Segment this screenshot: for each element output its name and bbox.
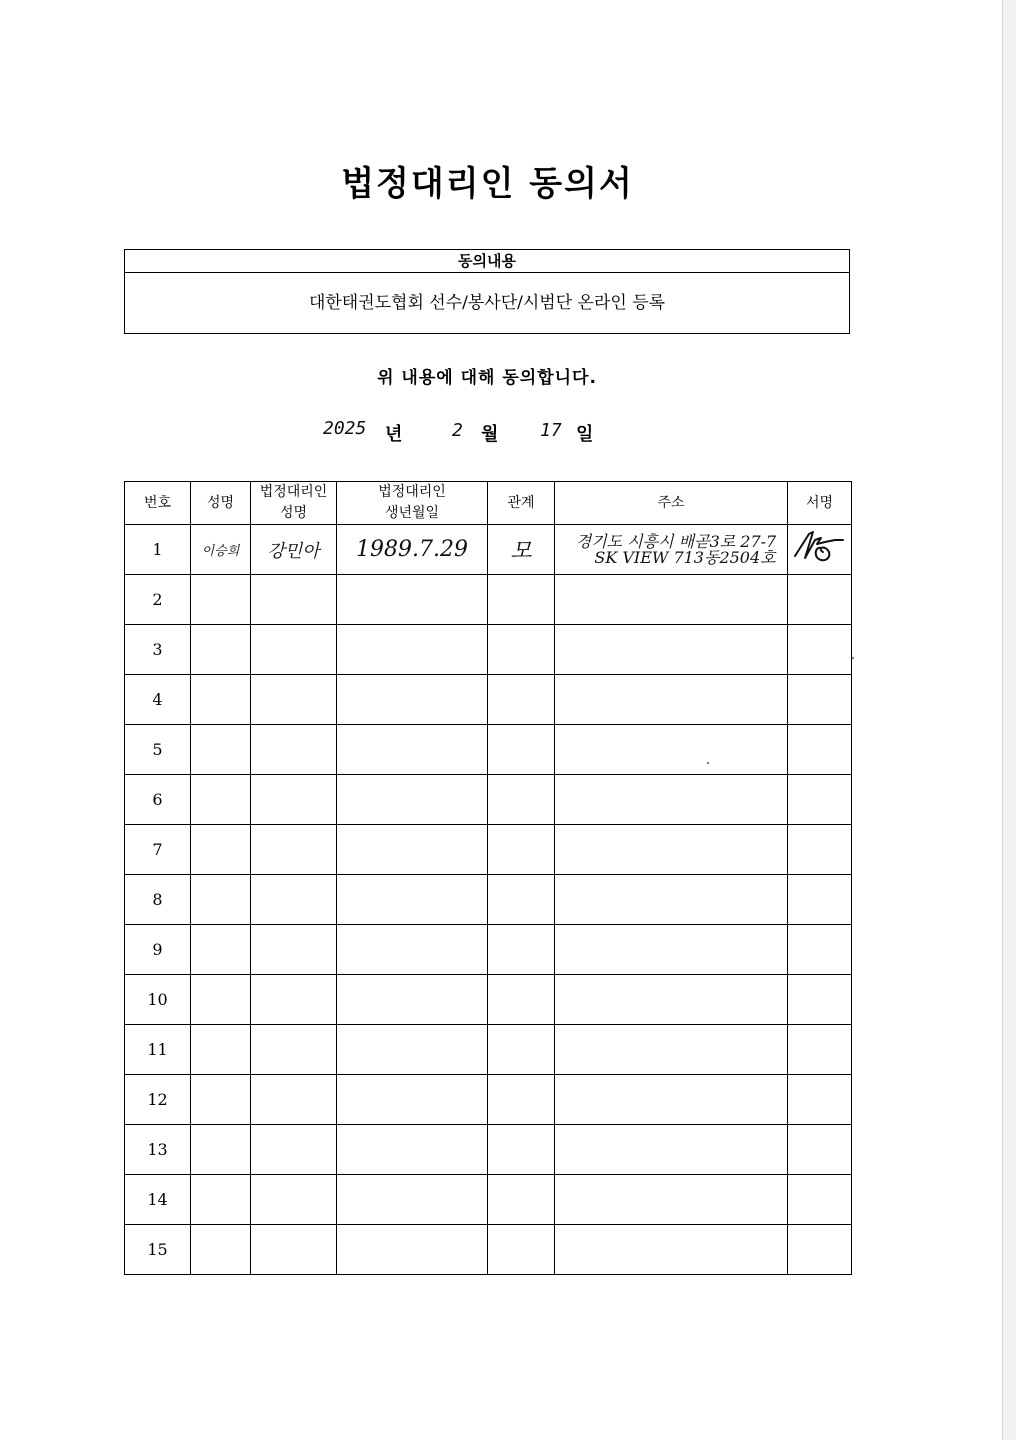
table-row xyxy=(125,1175,852,1225)
date-year-unit: 년 xyxy=(385,424,403,445)
table-row xyxy=(125,1025,852,1075)
table-row xyxy=(125,525,852,575)
consent-box xyxy=(124,249,850,334)
date-year-value: 2025 xyxy=(323,418,367,439)
header-signature: 서명 xyxy=(788,482,852,525)
table-header-row xyxy=(125,482,852,525)
row-number: 5 xyxy=(125,725,191,775)
signature-cell xyxy=(788,525,852,575)
page-edge xyxy=(1002,0,1016,1440)
date-day-value: 17 xyxy=(540,420,562,441)
table-row xyxy=(125,975,852,1025)
header-no: 번호 xyxy=(125,482,191,525)
table-row xyxy=(125,675,852,725)
row-number: 10 xyxy=(125,975,191,1025)
address-line1: 경기도 시흥시 배곧3로 27-7 xyxy=(575,531,777,551)
address xyxy=(555,525,788,575)
table-row xyxy=(125,725,852,775)
header-guardian-name-line2: 성명 xyxy=(279,505,308,521)
table-row xyxy=(125,775,852,825)
document-title: 법정대리인 동의서 xyxy=(341,164,634,204)
table-row xyxy=(125,575,852,625)
date-month-value: 2 xyxy=(452,420,463,441)
row-number: 15 xyxy=(125,1225,191,1275)
row-number: 9 xyxy=(125,925,191,975)
row-number: 3 xyxy=(125,625,191,675)
row-number: 12 xyxy=(125,1075,191,1125)
row-number: 13 xyxy=(125,1125,191,1175)
table-row xyxy=(125,625,852,675)
row-number: 1 xyxy=(125,525,191,575)
guardian-name: 강민아 xyxy=(251,525,337,575)
row-number: 2 xyxy=(125,575,191,625)
participant-name: 이승희 xyxy=(191,525,251,575)
date-day-unit: 일 xyxy=(576,424,594,445)
header-guardian-name-line1: 법정대리인 xyxy=(259,484,328,500)
row-number: 4 xyxy=(125,675,191,725)
header-guardian-birth xyxy=(337,482,488,525)
header-name: 성명 xyxy=(191,482,251,525)
row-number: 7 xyxy=(125,825,191,875)
speck xyxy=(852,657,854,659)
date-month-unit: 월 xyxy=(481,424,499,445)
table-row xyxy=(125,1125,852,1175)
header-guardian-birth-line1: 법정대리인 xyxy=(378,484,446,500)
table-row xyxy=(125,925,852,975)
header-guardian-birth-line2: 생년월일 xyxy=(384,505,440,521)
row-number: 8 xyxy=(125,875,191,925)
date-line xyxy=(0,412,1016,452)
address-line2: SK VIEW 713동2504호 xyxy=(594,547,776,567)
table-row xyxy=(125,875,852,925)
speck xyxy=(707,762,709,764)
relation: 모 xyxy=(488,525,555,575)
table-row xyxy=(125,1225,852,1275)
header-address: 주소 xyxy=(555,482,788,525)
table-row xyxy=(125,1075,852,1125)
handwritten-signature-icon xyxy=(791,526,849,570)
guardian-table xyxy=(124,481,852,1275)
agreement-statement: 위 내용에 대해 동의합니다. xyxy=(377,368,597,388)
row-number: 14 xyxy=(125,1175,191,1225)
header-guardian-name xyxy=(251,482,337,525)
row-number: 6 xyxy=(125,775,191,825)
header-relation: 관계 xyxy=(488,482,555,525)
consent-body: 대한태권도협회 선수/봉사단/시범단 온라인 등록 xyxy=(308,293,666,313)
row-number: 11 xyxy=(125,1025,191,1075)
table-row xyxy=(125,825,852,875)
consent-header: 동의내용 xyxy=(125,250,849,273)
guardian-birthdate: 1989.7.29 xyxy=(337,525,488,575)
